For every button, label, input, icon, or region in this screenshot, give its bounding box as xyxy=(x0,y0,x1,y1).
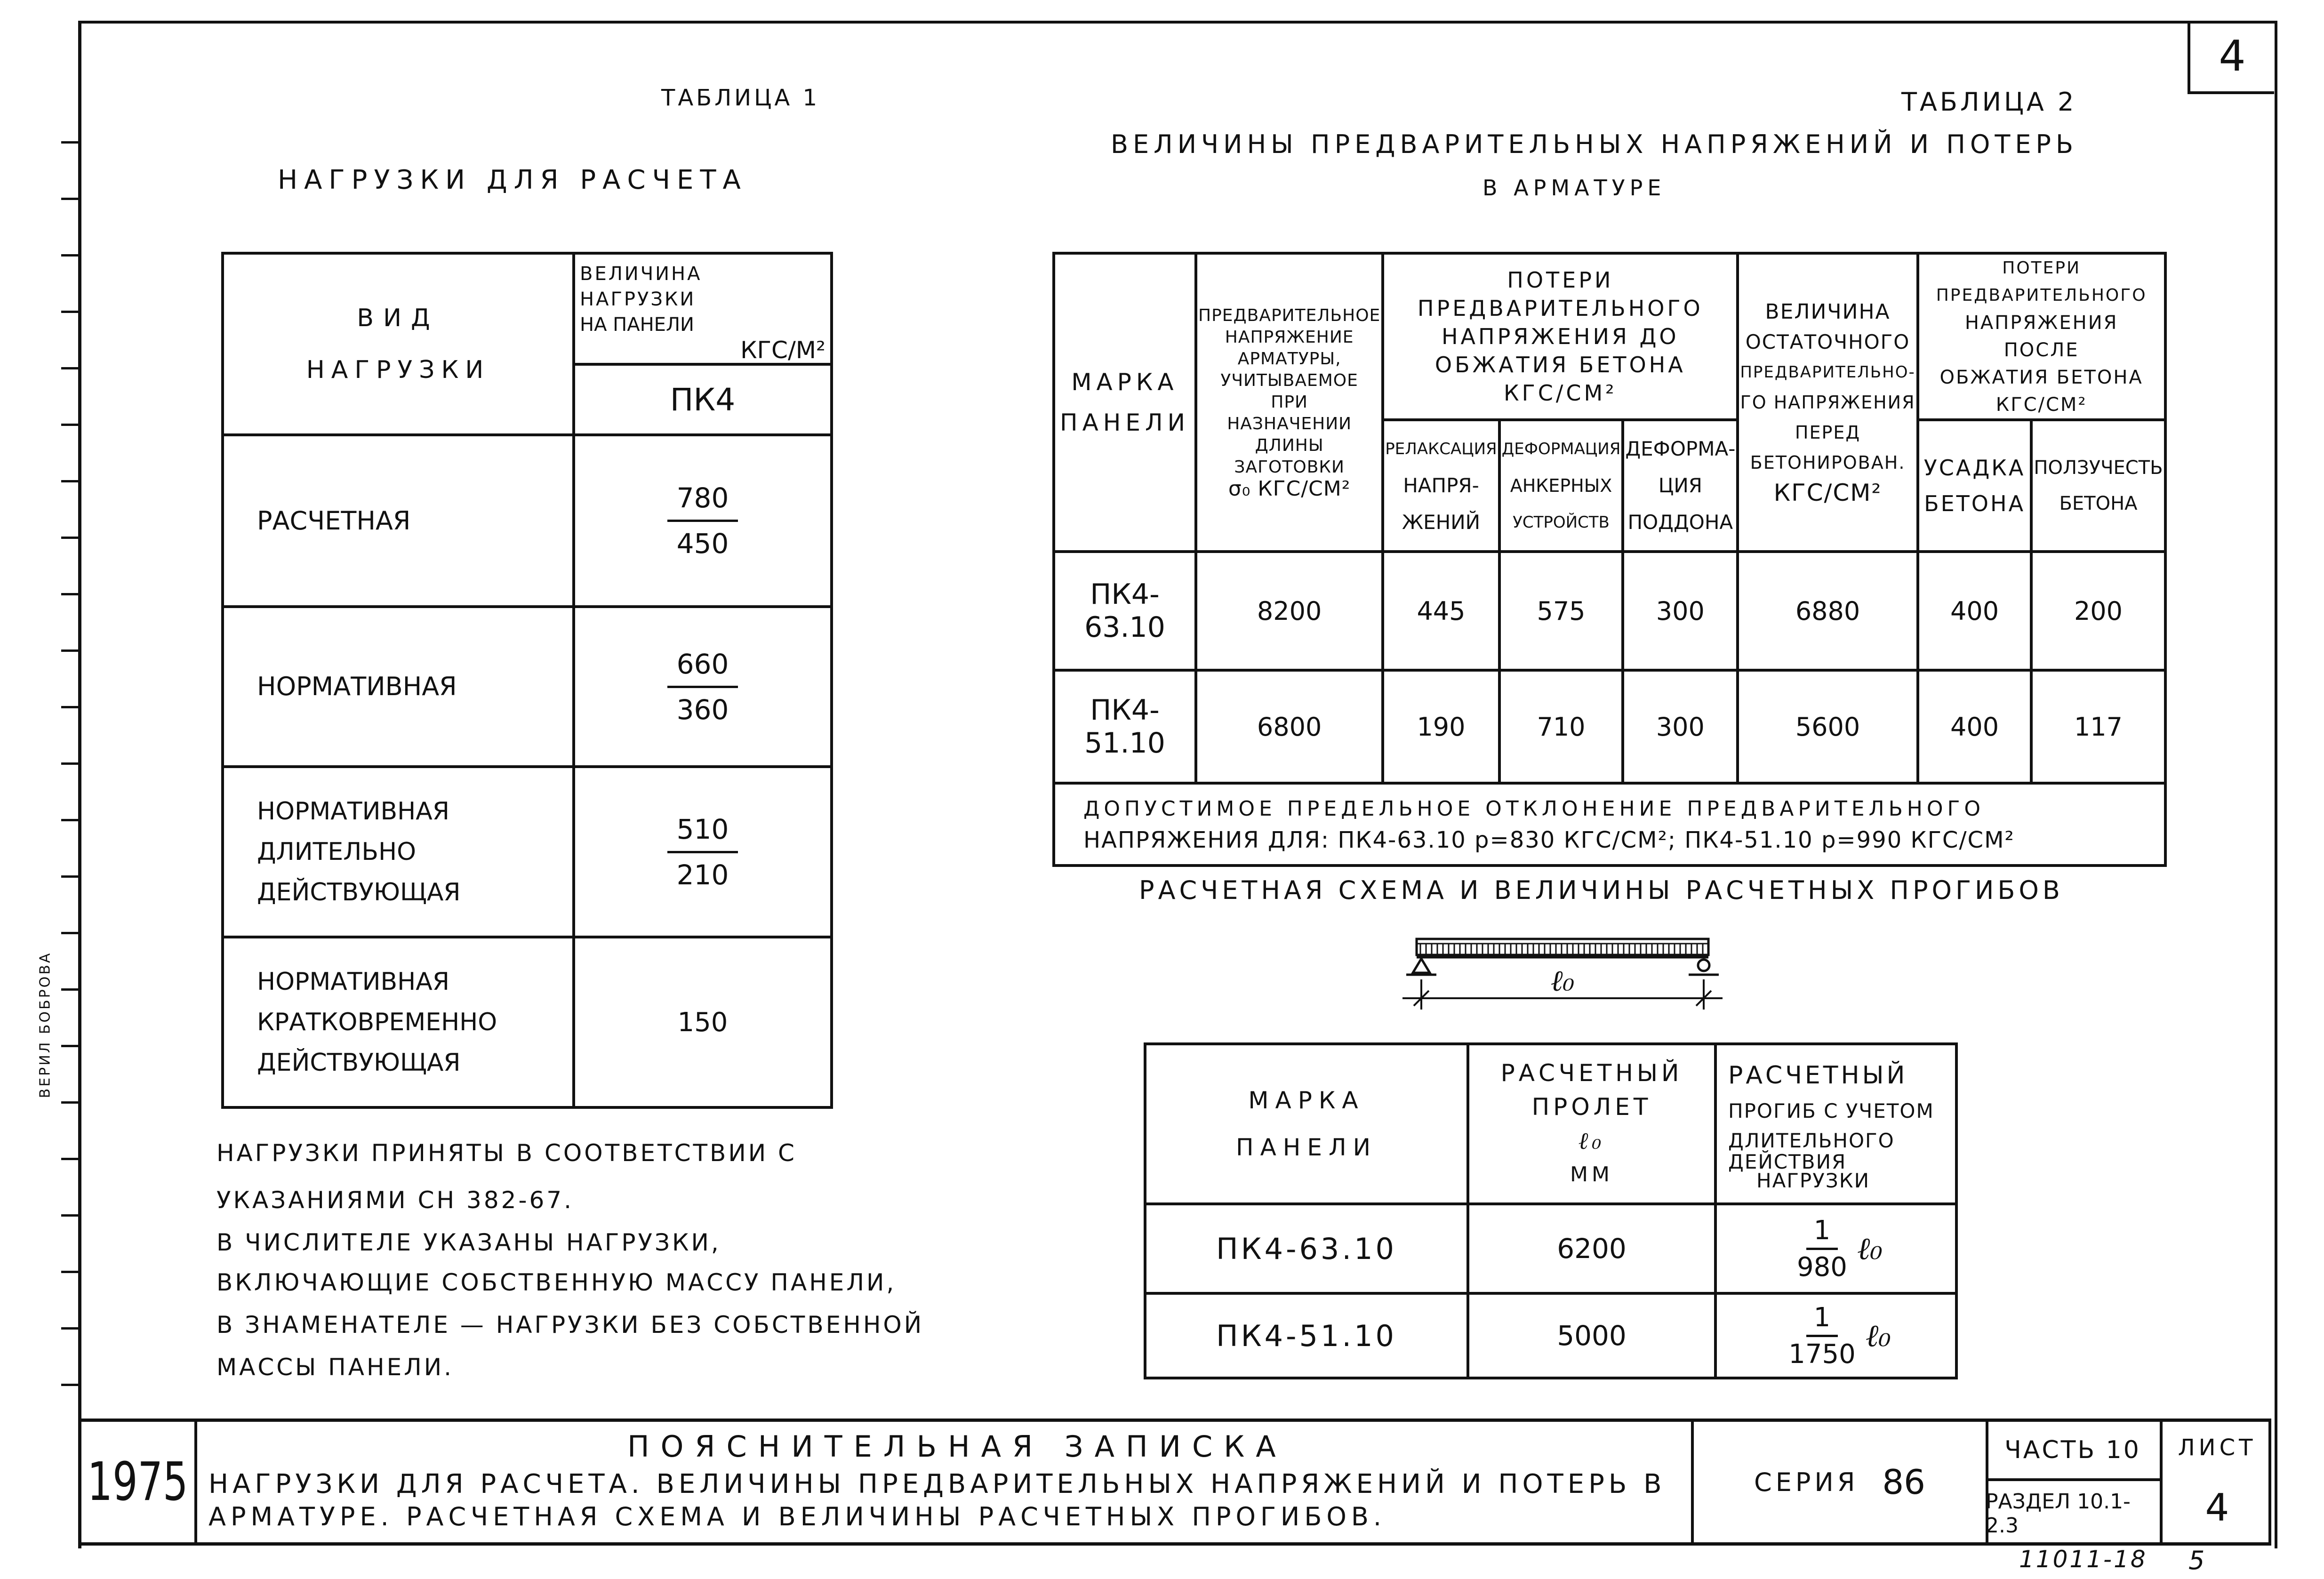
header-line: ПАНЕЛИ xyxy=(1060,409,1190,436)
series-label: СЕРИЯ xyxy=(1754,1467,1859,1497)
sheet-value: 4 xyxy=(2205,1486,2229,1530)
row-value xyxy=(574,435,832,607)
table-row xyxy=(223,767,832,937)
table-row xyxy=(223,435,832,607)
header-line: НАПРЯЖЕНИЯ ПОСЛЕ xyxy=(1964,312,2118,361)
row-span: 6200 xyxy=(1468,1204,1715,1293)
sheet-number-top: 4 xyxy=(2219,31,2246,81)
margin-tick xyxy=(61,198,78,200)
header-line: ПРЕДВАРИТЕЛЬНО- xyxy=(1740,363,1915,382)
sheet-number-box xyxy=(2188,21,2274,94)
margin-tick xyxy=(61,1214,78,1217)
header-line: ПОТЕРИ ПРЕДВАРИТЕЛЬНОГО xyxy=(1936,258,2147,305)
value-denominator: 360 xyxy=(676,693,729,726)
header-line: НАЗНАЧЕНИИ xyxy=(1227,414,1352,433)
table2-residual-header xyxy=(1738,253,1917,552)
series-value: 86 xyxy=(1882,1462,1925,1502)
header-line: ПЕРЕД xyxy=(1795,422,1861,443)
note-line: ВКЛЮЧАЮЩИЕ СОБСТВЕННУЮ МАССУ ПАНЕЛИ, xyxy=(216,1269,897,1296)
deflection-denominator: 1750 xyxy=(1788,1339,1856,1370)
header-line: НА ПАНЕЛИ xyxy=(580,314,694,336)
margin-tick xyxy=(61,932,78,934)
table2-loss-before-header xyxy=(1383,253,1738,420)
deflection-numerator: 1 xyxy=(1806,1302,1838,1337)
table-row xyxy=(1054,552,2165,670)
row-deflection xyxy=(1715,1293,1956,1378)
row-cell: 8200 xyxy=(1196,552,1383,670)
row-cell: 445 xyxy=(1383,552,1499,670)
margin-tick xyxy=(61,1101,78,1104)
header-line: БЕТОНИРОВАН. xyxy=(1750,452,1906,473)
sheet-label: ЛИСТ xyxy=(2178,1434,2257,1461)
span-symbol: ℓ₀ xyxy=(1865,1317,1891,1354)
margin-tick xyxy=(61,254,78,256)
header-line: σ₀ КГС/СМ² xyxy=(1228,477,1351,501)
header-line: ℓ₀ xyxy=(1578,1127,1605,1154)
header-line: ВЕЛИЧИНА xyxy=(1765,300,1891,324)
sheet-cell xyxy=(2163,1422,2272,1542)
header-line: ПРИ xyxy=(1271,393,1308,412)
beam-scheme xyxy=(1393,934,1732,1033)
row-name xyxy=(223,435,574,607)
value-denominator: 210 xyxy=(676,858,729,891)
note-line: ДОПУСТИМОЕ ПРЕДЕЛЬНОЕ ОТКЛОНЕНИЕ ПРЕДВАРИТЕЛЬНОГО xyxy=(1083,796,1985,821)
row-cell: 300 xyxy=(1623,670,1738,783)
section: РАЗДЕЛ 10.1-2.3 xyxy=(1986,1489,2131,1538)
table2-title-line2: В АРМАТУРЕ xyxy=(1483,175,1666,200)
table2-anchor-header xyxy=(1499,420,1623,552)
margin-tick xyxy=(61,1327,78,1330)
margin-tick xyxy=(61,480,78,482)
header-line: ДЛИТЕЛЬНОГО xyxy=(1728,1129,1895,1152)
table2-loss-after-header xyxy=(1918,253,2165,420)
table3-span-header xyxy=(1468,1044,1715,1204)
row-cell: 710 xyxy=(1499,670,1623,783)
row-cell: 5600 xyxy=(1738,670,1917,783)
header-line: ОБЖАТИЯ БЕТОНА xyxy=(1939,367,2143,388)
row-cell: 575 xyxy=(1499,552,1623,670)
table2-mark-header xyxy=(1054,253,1196,552)
row-value xyxy=(574,767,832,937)
pin-support-icon xyxy=(1406,959,1436,975)
margin-tick xyxy=(61,537,78,539)
header-line: ПРЕДВАРИТЕЛЬНОЕ xyxy=(1198,306,1381,325)
header-line: ВИД xyxy=(357,304,440,332)
table-row xyxy=(1145,1293,1956,1378)
table-row xyxy=(223,607,832,767)
span-label: ℓ₀ xyxy=(1550,963,1575,998)
table1-title: НАГРУЗКИ ДЛЯ РАСЧЕТА xyxy=(278,165,747,195)
row-name-line: НОРМАТИВНАЯ xyxy=(257,968,449,996)
header-line: КГС/СМ² xyxy=(1773,479,1882,506)
header-line: ММ xyxy=(1570,1162,1613,1186)
row-mark: ПК4-63.10 xyxy=(1145,1204,1468,1293)
row-cell: 6800 xyxy=(1196,670,1383,783)
margin-tick xyxy=(61,367,78,369)
row-cell: 117 xyxy=(2031,670,2165,783)
deflection-numerator: 1 xyxy=(1806,1215,1838,1250)
header-line: БЕТОНА xyxy=(1924,491,2026,516)
header-line: ДЕЙСТВИЯ xyxy=(1728,1150,1847,1173)
header-line: УСАДКА xyxy=(1923,455,2026,481)
row-span: 5000 xyxy=(1468,1293,1715,1378)
note-line: НАГРУЗКИ ПРИНЯТЫ В СООТВЕТСТВИИ С xyxy=(216,1139,797,1167)
header-line: НАПРЯ- xyxy=(1403,474,1479,497)
title-heading: ПОЯСНИТЕЛЬНАЯ ЗАПИСКА xyxy=(627,1429,1287,1464)
header-line: АНКЕРНЫХ xyxy=(1510,475,1612,496)
header-line: ВЕЛИЧИНА НАГРУЗКИ xyxy=(580,263,702,310)
row-mark: ПК4-51.10 xyxy=(1054,670,1196,783)
table2-label: ТАБЛИЦА 2 xyxy=(1901,87,2077,117)
margin-tick xyxy=(61,706,78,708)
row-cell: 400 xyxy=(1918,670,2032,783)
row-cell: 6880 xyxy=(1738,552,1917,670)
margin-tick xyxy=(61,762,78,765)
part: ЧАСТЬ 10 xyxy=(2004,1436,2141,1464)
row-name-line: РАСЧЕТНАЯ xyxy=(257,505,411,536)
table1-col-type-header xyxy=(223,253,574,435)
margin-tick xyxy=(61,1271,78,1273)
row-mark: ПК4-63.10 xyxy=(1054,552,1196,670)
table2-title-line1: ВЕЛИЧИНЫ ПРЕДВАРИТЕЛЬНЫХ НАПРЯЖЕНИЙ И ПОТЕРЬ xyxy=(1111,129,2078,159)
note-line: МАССЫ ПАНЕЛИ. xyxy=(216,1354,454,1381)
row-name-line: КРАТКОВРЕМЕННО xyxy=(257,1008,497,1036)
value-denominator: 450 xyxy=(676,528,729,560)
title-desc-line1: НАГРУЗКИ ДЛЯ РАСЧЕТА. ВЕЛИЧИНЫ ПРЕДВАРИТЕЛЬНЫХ НАПРЯЖЕНИЙ И ПОТЕРЬ В xyxy=(208,1469,1666,1499)
roller-support-icon xyxy=(1689,960,1719,975)
header-line: ОСТАТОЧНОГО xyxy=(1745,330,1910,353)
margin-tick xyxy=(61,1158,78,1160)
table2 xyxy=(1052,252,2167,867)
row-value: 150 xyxy=(574,937,832,1107)
row-name-line: НОРМАТИВНАЯ xyxy=(257,797,449,826)
row-name-line: НОРМАТИВНАЯ xyxy=(257,672,457,701)
margin-tick xyxy=(61,1045,78,1047)
margin-tick xyxy=(61,988,78,991)
footer-page: 5 xyxy=(2188,1546,2208,1575)
margin-tick xyxy=(61,1384,78,1386)
section-cell xyxy=(1986,1481,2163,1546)
row-name xyxy=(223,607,574,767)
table3-mark-header xyxy=(1145,1044,1468,1204)
header-line: НАГРУЗКИ xyxy=(306,356,490,384)
row-name-line: ДЕЙСТВУЮЩАЯ xyxy=(257,1049,461,1077)
deflection-denominator: 980 xyxy=(1797,1251,1847,1282)
row-name-line: ДЕЙСТВУЮЩАЯ xyxy=(257,878,461,906)
header-line: НАПРЯЖЕНИЯ ДО xyxy=(1441,324,1679,349)
header-line: АРМАТУРЫ, xyxy=(1237,349,1341,369)
header-line: ПРОЛЕТ xyxy=(1531,1093,1652,1121)
side-stamp: ВЕРИЛ БОБРОВА xyxy=(37,951,54,1098)
title-desc-line2: АРМАТУРЕ. РАСЧЕТНАЯ СХЕМА И ВЕЛИЧИНЫ РАСЧЕТНЫХ ПРОГИБОВ. xyxy=(208,1502,1386,1531)
margin-tick xyxy=(61,141,78,144)
margin-tick xyxy=(61,311,78,313)
note-line: В ЗНАМЕНАТЕЛЕ — НАГРУЗКИ БЕЗ СОБСТВЕННОЙ xyxy=(216,1311,924,1339)
row-name-line: ДЛИТЕЛЬНО xyxy=(257,838,417,866)
header-line: ГО НАПРЯЖЕНИЯ xyxy=(1740,392,1915,413)
note-line: В ЧИСЛИТЕЛЕ УКАЗАНЫ НАГРУЗКИ, xyxy=(216,1229,721,1256)
table-row xyxy=(1145,1204,1956,1293)
header-line: РЕЛАКСАЦИЯ xyxy=(1385,440,1497,458)
table2-note xyxy=(1054,783,2165,866)
header-line: КГС/СМ² xyxy=(1995,394,2087,416)
row-mark: ПК4-51.10 xyxy=(1145,1293,1468,1378)
header-line: КГС/СМ² xyxy=(1504,380,1617,406)
part-cell xyxy=(1986,1422,2163,1481)
table3 xyxy=(1144,1042,1958,1379)
table1-sub-header: ПК4 xyxy=(574,364,832,435)
header-line: ПОЛЗУЧЕСТЬ xyxy=(2034,457,2163,479)
header-line: ПОТЕРИ ПРЕДВАРИТЕЛЬНОГО xyxy=(1417,267,1703,321)
table1-col-value-header xyxy=(574,253,832,364)
header-line: ДЕФОРМА- xyxy=(1625,437,1736,460)
header-line: ПОДДОНА xyxy=(1627,511,1733,534)
table2-shrink-header xyxy=(1918,420,2032,552)
series-cell xyxy=(1691,1422,1988,1542)
table2-creep-header xyxy=(2031,420,2165,552)
table2-prestress-header xyxy=(1196,253,1383,552)
header-line: УСТРОЙСТВ xyxy=(1513,513,1610,532)
load-hatch xyxy=(1420,944,1703,955)
margin-tick xyxy=(61,875,78,878)
note-line: УКАЗАНИЯМИ СН 382-67. xyxy=(216,1186,574,1214)
margin-tick xyxy=(61,819,78,821)
value-numerator: 660 xyxy=(667,648,738,688)
year-cell xyxy=(81,1422,197,1542)
row-deflection xyxy=(1715,1204,1956,1293)
header-line: ОБЖАТИЯ БЕТОНА xyxy=(1434,352,1686,377)
header-line: ПРОГИБ С УЧЕТОМ xyxy=(1728,1099,1934,1122)
row-value xyxy=(574,607,832,767)
header-line: ПАНЕЛИ xyxy=(1236,1134,1377,1161)
header-line: НАПРЯЖЕНИЕ xyxy=(1225,328,1354,347)
footer-code: 11011-18 xyxy=(2019,1546,2148,1573)
header-line: ЦИЯ xyxy=(1658,474,1702,497)
table-row xyxy=(1054,670,2165,783)
row-name xyxy=(223,937,574,1107)
header-line: ЖЕНИЙ xyxy=(1402,511,1481,534)
header-line: КГС/М² xyxy=(740,337,825,364)
row-cell: 400 xyxy=(1918,552,2032,670)
title-block xyxy=(78,1419,2271,1546)
header-line: МАРКА xyxy=(1248,1087,1365,1114)
header-line: МАРКА xyxy=(1071,369,1178,396)
header-line: НАГРУЗКИ xyxy=(1756,1169,1870,1192)
table1 xyxy=(221,252,833,1109)
header-line: УЧИТЫВАЕМОЕ xyxy=(1220,371,1358,390)
row-cell: 300 xyxy=(1623,552,1738,670)
margin-tick xyxy=(61,424,78,426)
row-cell: 190 xyxy=(1383,670,1499,783)
table1-label: ТАБЛИЦА 1 xyxy=(661,85,820,111)
margin-tick xyxy=(61,649,78,652)
table-row xyxy=(223,937,832,1107)
value-numerator: 510 xyxy=(667,813,738,853)
year: 1975 xyxy=(88,1451,188,1513)
value-numerator: 780 xyxy=(667,482,738,522)
header-line: БЕТОНА xyxy=(2059,493,2138,514)
note-line: НАПРЯЖЕНИЯ ДЛЯ: ПК4-63.10 p=830 КГС/СМ²; ПК4-51.10 p=990 КГС/СМ² xyxy=(1083,826,2015,853)
margin-tick xyxy=(61,593,78,595)
row-cell: 200 xyxy=(2031,552,2165,670)
span-symbol: ℓ₀ xyxy=(1857,1230,1883,1266)
row-name xyxy=(223,767,574,937)
table2-relax-header xyxy=(1383,420,1499,552)
header-line: РАСЧЕТНЫЙ xyxy=(1500,1059,1683,1087)
scheme-title: РАСЧЕТНАЯ СХЕМА И ВЕЛИЧИНЫ РАСЧЕТНЫХ ПРОГИБОВ xyxy=(1139,875,2064,905)
header-line: РАСЧЕТНЫЙ xyxy=(1728,1061,1908,1090)
table1-notes xyxy=(216,1130,924,1388)
header-line: ДЛИНЫ xyxy=(1255,436,1324,455)
header-line: ЗАГОТОВКИ xyxy=(1234,457,1345,477)
table2-pallet-header xyxy=(1623,420,1738,552)
header-line: ДЕФОРМАЦИЯ xyxy=(1501,440,1621,458)
table3-deflection-header xyxy=(1715,1044,1956,1204)
